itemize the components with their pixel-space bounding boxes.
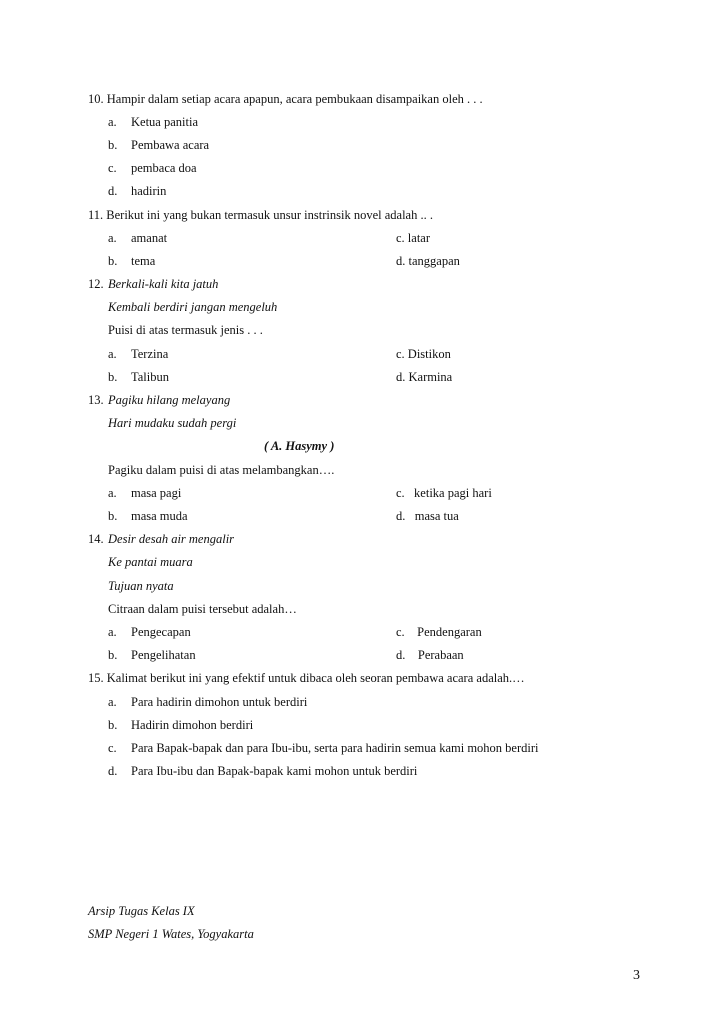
q12-option-d: d. Karmina — [396, 370, 453, 384]
q15-option-d-text: Para Ibu-ibu dan Bapak-bapak kami mohon untuk berdiri — [131, 764, 418, 778]
q14-question: Citraan dalam puisi tersebut adalah… — [108, 602, 297, 616]
q10-option-c-text: pembaca doa — [131, 161, 197, 175]
q12-option-a-letter: a. — [108, 347, 117, 361]
q11-option-a-letter: a. — [108, 231, 117, 245]
q13-option-a-letter: a. — [108, 486, 117, 500]
question-13-number: 13. — [88, 393, 104, 407]
q13-option-c: c. ketika pagi hari — [396, 486, 492, 500]
q15-option-b-text: Hadirin dimohon berdiri — [131, 718, 254, 732]
q10-option-d-text: hadirin — [131, 184, 167, 198]
q12-question: Puisi di atas termasuk jenis . . . — [108, 323, 263, 337]
q12-poem-line-1: Berkali-kali kita jatuh — [108, 277, 219, 291]
question-14-number: 14. — [88, 532, 104, 546]
q12-poem-line-2: Kembali berdiri jangan mengeluh — [108, 300, 278, 314]
question-12-number: 12. — [88, 277, 104, 291]
q15-option-c-text: Para Bapak-bapak dan para Ibu-ibu, serta para hadirin semua kami mohon berdiri — [131, 741, 539, 755]
q13-author: ( A. Hasymy ) — [264, 439, 335, 453]
q10-option-b-letter: b. — [108, 138, 118, 152]
q14-option-c: c. Pendengaran — [396, 625, 482, 639]
q14-poem-line-1: Desir desah air mengalir — [108, 532, 235, 546]
q14-option-a-text: Pengecapan — [131, 625, 191, 639]
question-15-prompt: 15. Kalimat berikut ini yang efektif untuk dibaca oleh seoran pembawa acara adalah.… — [88, 671, 525, 685]
q12-option-b-letter: b. — [108, 370, 118, 384]
question-11-prompt: 11. Berikut ini yang bukan termasuk unsur instrinsik novel adalah .. . — [88, 208, 433, 222]
q10-option-a-letter: a. — [108, 115, 117, 129]
q15-option-a-letter: a. — [108, 695, 117, 709]
q14-option-b-text: Pengelihatan — [131, 648, 196, 662]
q10-option-d-letter: d. — [108, 184, 118, 198]
q13-option-a-text: masa pagi — [131, 486, 182, 500]
q15-option-c-letter: c. — [108, 741, 117, 755]
q12-option-c: c. Distikon — [396, 347, 451, 361]
q12-option-b-text: Talibun — [131, 370, 170, 384]
q10-option-c-letter: c. — [108, 161, 117, 175]
footer-school-label: SMP Negeri 1 Wates, Yogyakarta — [88, 927, 254, 941]
q14-option-d: d. Perabaan — [396, 648, 464, 662]
q13-poem-line-1: Pagiku hilang melayang — [108, 393, 231, 407]
page-number: 3 — [633, 968, 640, 983]
q15-option-b-letter: b. — [108, 718, 118, 732]
question-10-prompt: 10. Hampir dalam setiap acara apapun, acara pembukaan disampaikan oleh . . . — [88, 92, 483, 106]
q13-option-d: d. masa tua — [396, 509, 459, 523]
footer-archive-label: Arsip Tugas Kelas IX — [88, 904, 195, 918]
q11-option-b-letter: b. — [108, 254, 118, 268]
q11-option-d: d. tanggapan — [396, 254, 460, 268]
q11-option-a-text: amanat — [131, 231, 168, 245]
q10-option-a-text: Ketua panitia — [131, 115, 198, 129]
q11-option-c: c. latar — [396, 231, 431, 245]
q11-option-b-text: tema — [131, 254, 156, 268]
q15-option-a-text: Para hadirin dimohon untuk berdiri — [131, 695, 308, 709]
q13-option-b-letter: b. — [108, 509, 118, 523]
q14-option-b-letter: b. — [108, 648, 118, 662]
q14-poem-line-2: Ke pantai muara — [108, 555, 193, 569]
q14-option-a-letter: a. — [108, 625, 117, 639]
q14-poem-line-3: Tujuan nyata — [108, 579, 174, 593]
q15-option-d-letter: d. — [108, 764, 118, 778]
q12-option-a-text: Terzina — [131, 347, 169, 361]
q13-question: Pagiku dalam puisi di atas melambangkan…. — [108, 463, 335, 477]
q13-poem-line-2: Hari mudaku sudah pergi — [108, 416, 237, 430]
q10-option-b-text: Pembawa acara — [131, 138, 210, 152]
q13-option-b-text: masa muda — [131, 509, 188, 523]
